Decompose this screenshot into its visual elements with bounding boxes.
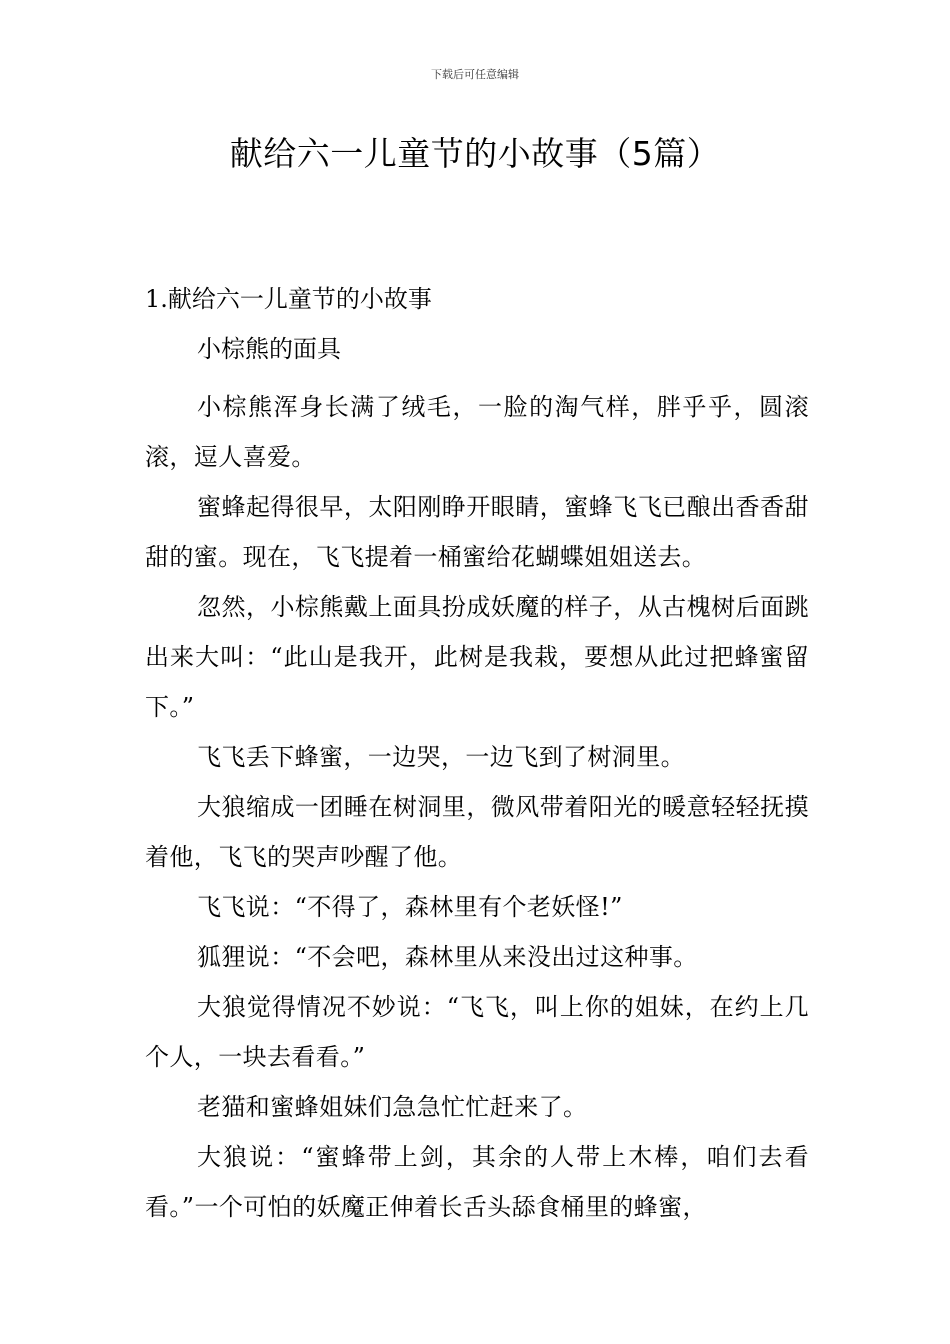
- document-title: 献给六一儿童节的小故事（5篇）: [229, 134, 721, 173]
- section-heading: 1.献给六一儿童节的小故事: [145, 285, 432, 313]
- paragraph: 老猫和蜜蜂姐妹们急急忙忙赶来了。: [197, 1093, 588, 1121]
- paragraph: 飞飞说：“不得了，森林里有个老妖怪!”: [197, 893, 623, 921]
- paragraph: 大狼说：“蜜蜂带上剑，其余的人带上木棒，咱们去看看。”一个可怕的妖魔正伸着长舌头舔食桶里的蜂蜜，: [145, 1143, 809, 1221]
- paragraph: 小棕熊浑身长满了绒毛，一脸的淘气样，胖乎乎，圆滚滚，逗人喜爱。: [145, 393, 809, 471]
- header-note: 下载后可任意编辑: [431, 68, 519, 81]
- paragraph: 狐狸说：“不会吧，森林里从来没出过这种事。: [197, 943, 698, 971]
- document-body: [145, 282, 809, 1232]
- story-title: 小棕熊的面具: [197, 335, 341, 363]
- paragraph: 大狼缩成一团睡在树洞里，微风带着阳光的暖意轻轻抚摸着他，飞飞的哭声吵醒了他。: [145, 793, 809, 871]
- paragraph: 大狼觉得情况不妙说：“飞飞，叫上你的姐妹，在约上几个人，一块去看看。”: [145, 993, 809, 1071]
- paragraph: 忽然，小棕熊戴上面具扮成妖魔的样子，从古槐树后面跳出来大叫：“此山是我开，此树是我栽，要想从此过把蜂蜜留下。”: [145, 593, 809, 721]
- paragraph: 蜜蜂起得很早，太阳刚睁开眼睛，蜜蜂飞飞已酿出香香甜甜的蜜。现在，飞飞提着一桶蜜给花蝴蝶姐姐送去。: [145, 493, 809, 571]
- paragraph: 飞飞丢下蜂蜜，一边哭，一边飞到了树洞里。: [197, 743, 685, 771]
